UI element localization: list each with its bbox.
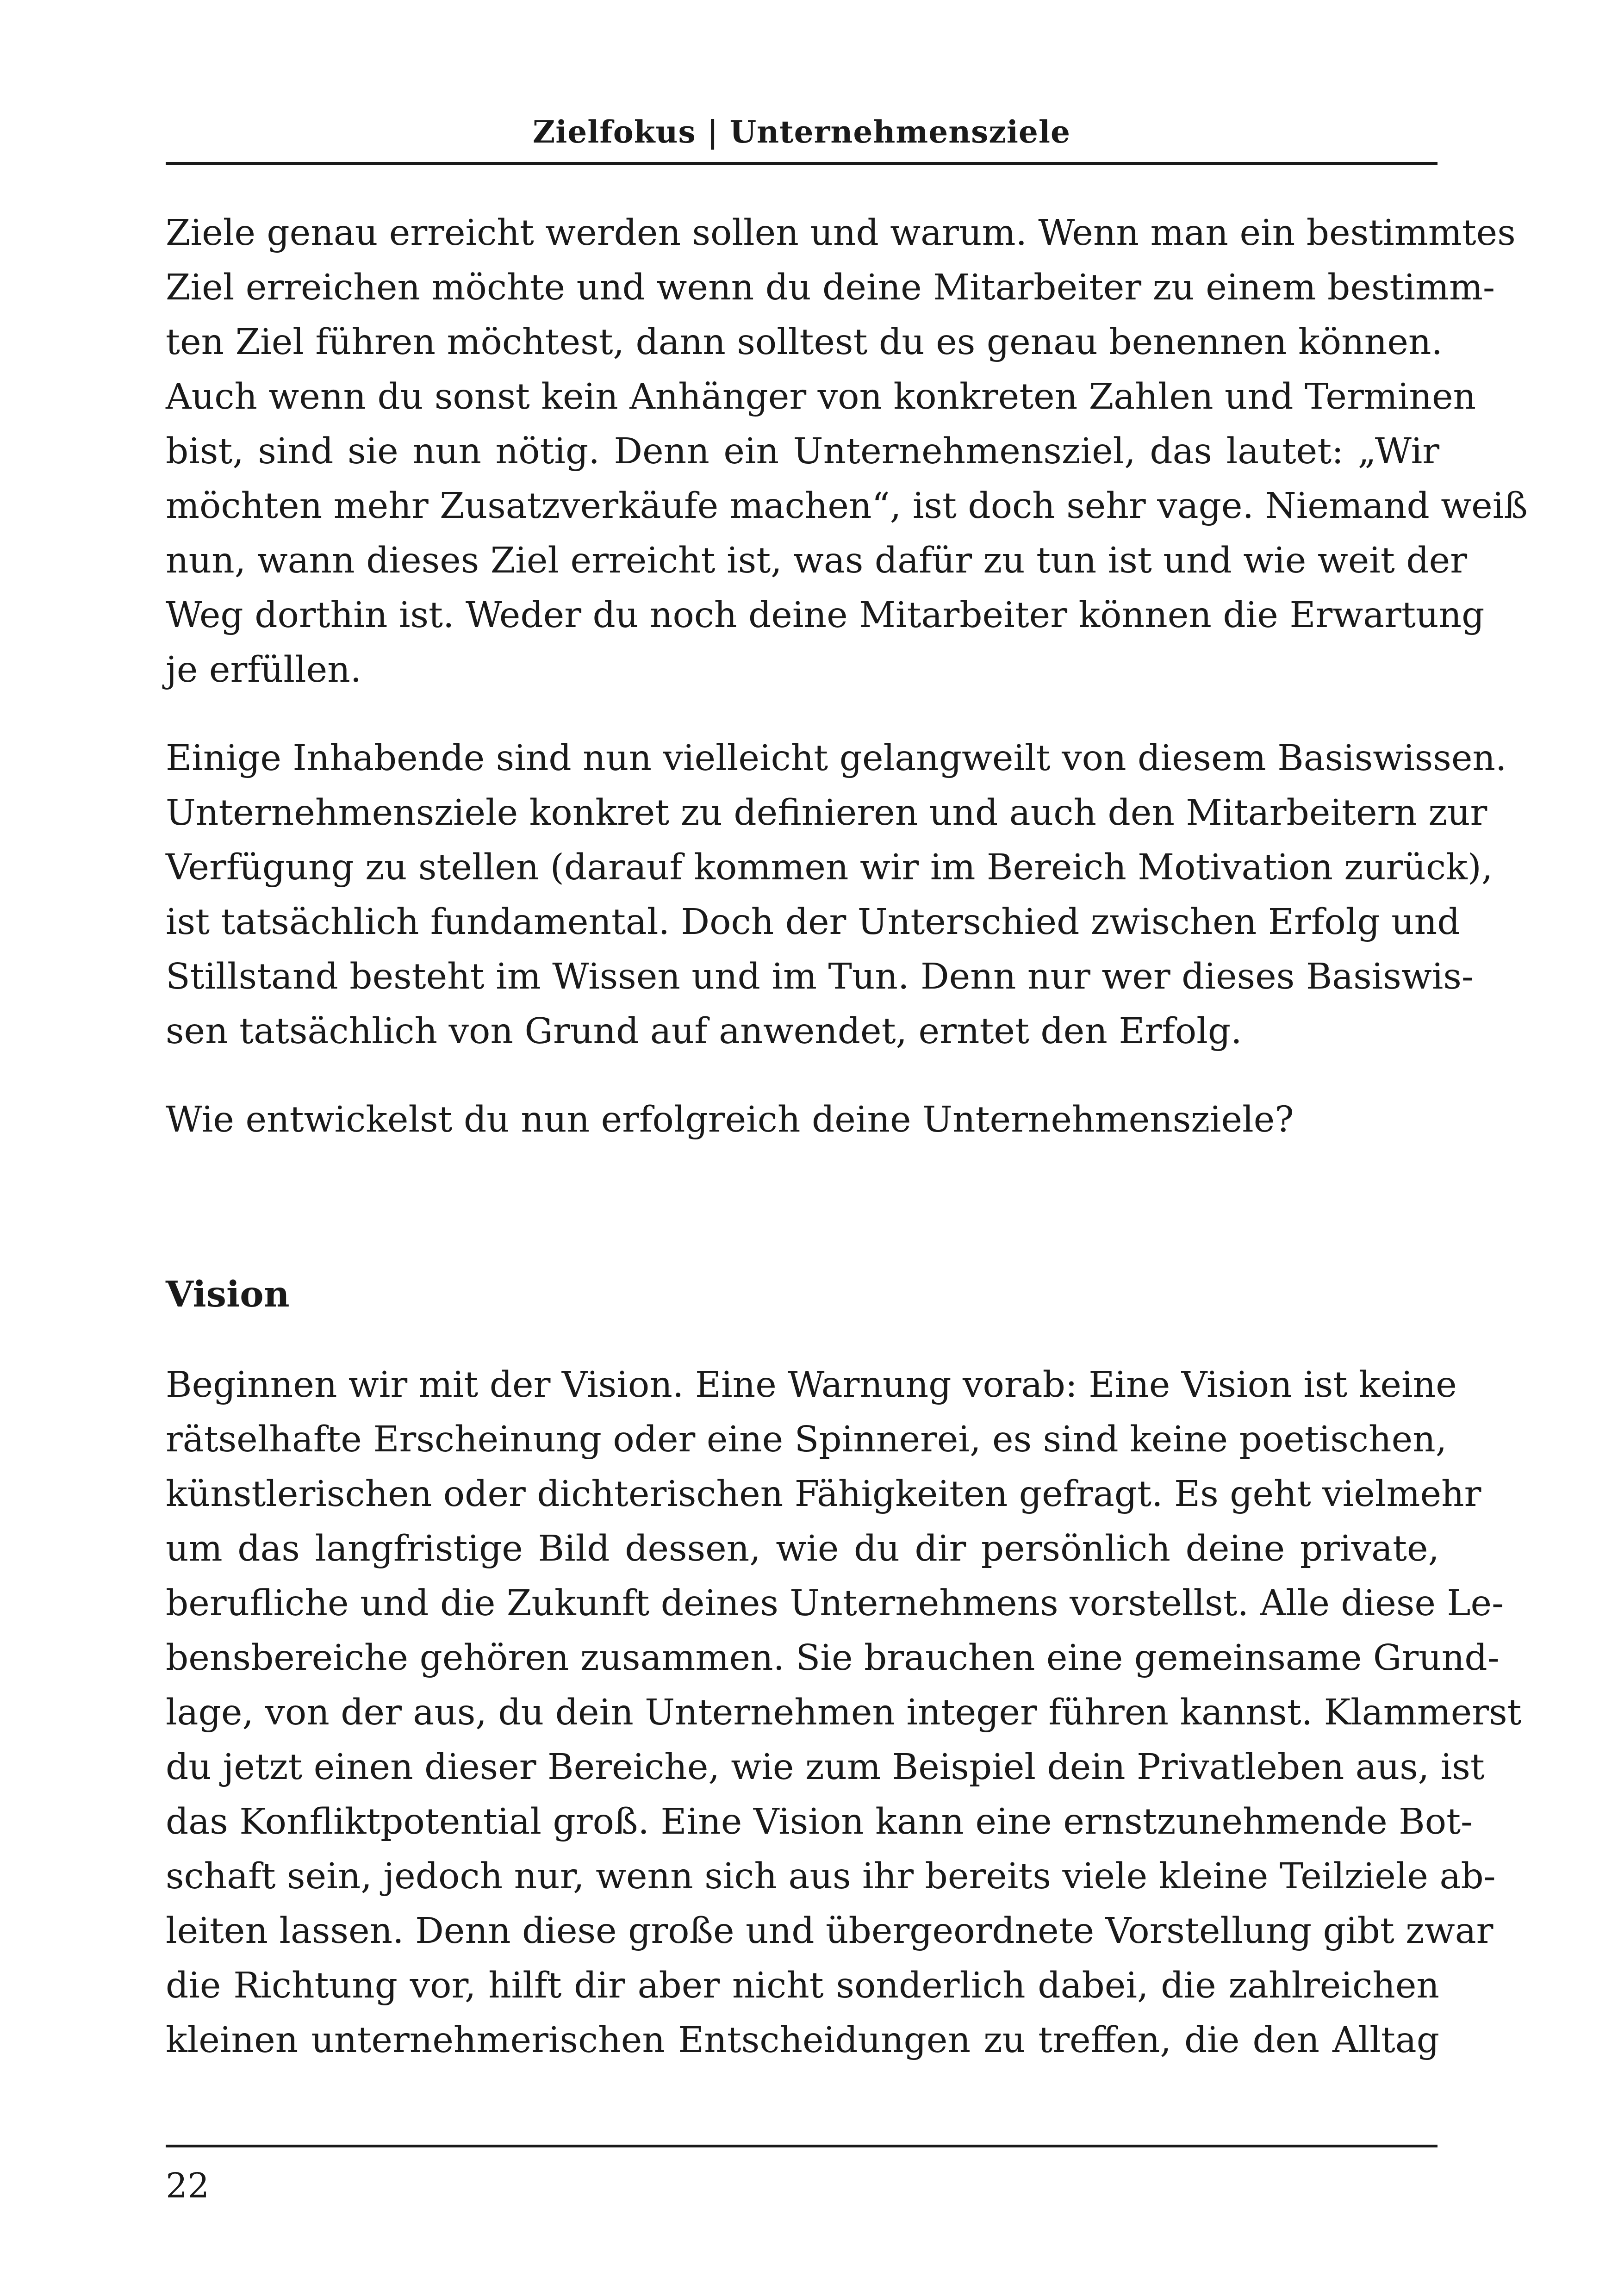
text-line: künstlerischen oder dichterischen Fähigkeiten gefragt. Es geht vielmehr [166, 1474, 1481, 1515]
text-line: bensbereiche gehören zusammen. Sie brauchen eine gemeinsame Grund- [166, 1637, 1500, 1679]
text-line: Einige Inhabende sind nun vielleicht gelangweilt von diesem Basiswissen. [166, 738, 1507, 779]
text-line: lage, von der aus, du dein Unternehmen integer führen kannst. Klammerst [166, 1692, 1522, 1733]
text-line: ist tatsächlich fundamental. Doch der Unterschied zwischen Erfolg und [166, 902, 1460, 943]
text-line: Weg dorthin ist. Weder du noch deine Mitarbeiter können die Erwartung [166, 595, 1485, 636]
text-line: Ziel erreichen möchte und wenn du deine Mitarbeiter zu einem bestimm- [166, 267, 1495, 308]
page-number: 22 [166, 2166, 210, 2206]
footer-rule [166, 2145, 1438, 2147]
text-line: rätselhafte Erscheinung oder eine Spinnerei, es sind keine poetischen, [166, 1419, 1447, 1460]
text-line: Beginnen wir mit der Vision. Eine Warnung vorab: Eine Vision ist keine [166, 1364, 1457, 1406]
text-line: du jetzt einen dieser Bereiche, wie zum Beispiel dein Privatleben aus, ist [166, 1747, 1485, 1788]
paragraph-1 [166, 206, 1528, 697]
text-line: um das langfristige Bild dessen, wie du dir persönlich deine private, [166, 1528, 1439, 1569]
text-line: Verfügung zu stellen (darauf kommen wir im Bereich Motivation zurück), [166, 847, 1493, 888]
text-line: sen tatsächlich von Grund auf anwendet, erntet den Erfolg. [166, 1011, 1242, 1052]
text-line: Stillstand besteht im Wissen und im Tun. Denn nur wer dieses Basiswis- [166, 956, 1474, 997]
text-line: leiten lassen. Denn diese große und übergeordnete Vorstellung gibt zwar [166, 1910, 1494, 1952]
text-line: das Konfliktpotential groß. Eine Vision kann eine ernstzunehmende Bot- [166, 1801, 1473, 1842]
text-line: die Richtung vor, hilft dir aber nicht sonderlich dabei, die zahlreichen [166, 1965, 1439, 2006]
paragraph-3 [166, 1093, 1439, 1147]
running-header: Zielfokus | Unternehmensziele [533, 114, 1070, 150]
text-line: ten Ziel führen möchtest, dann solltest du es genau benennen können. [166, 322, 1443, 363]
section-heading: Vision [166, 1274, 290, 1315]
text-line: schaft sein, jedoch nur, wenn sich aus ihr bereits viele kleine Teilziele ab- [166, 1856, 1496, 1897]
text-line: bist, sind sie nun nötig. Denn ein Unternehmensziel, das lautet: „Wir [166, 431, 1439, 472]
text-line: je erfüllen. [166, 649, 362, 691]
text-line: nun, wann dieses Ziel erreicht ist, was dafür zu tun ist und wie weit der [166, 540, 1468, 581]
header-rule [166, 162, 1438, 165]
text-line: Auch wenn du sonst kein Anhänger von konkreten Zahlen und Terminen [166, 376, 1476, 417]
text-line: möchten mehr Zusatzverkäufe machen“, ist doch sehr vage. Niemand weiß [166, 485, 1528, 527]
paragraph-2 [166, 731, 1507, 1059]
text-line: Ziele genau erreicht werden sollen und warum. Wenn man ein bestimmtes [166, 212, 1516, 254]
text-line: Unternehmensziele konkret zu definieren und auch den Mitarbeitern zur [166, 792, 1487, 834]
text-line: kleinen unternehmerischen Entscheidungen zu treffen, die den Alltag [166, 2020, 1439, 2061]
section-paragraph [166, 1358, 1522, 2068]
text-line: Wie entwickelst du nun erfolgreich deine Unternehmensziele? [166, 1099, 1294, 1140]
text-line: berufliche und die Zukunft deines Unternehmens vorstellst. Alle diese Le- [166, 1583, 1504, 1624]
